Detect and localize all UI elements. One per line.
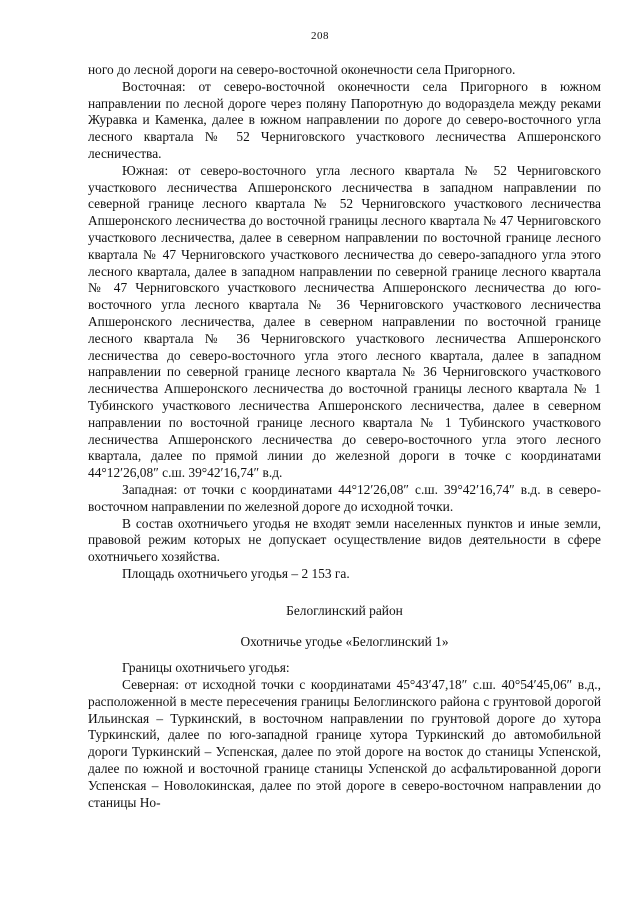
- hunting-ground-heading: Охотничье угодье «Белоглинский 1»: [240, 633, 449, 649]
- page-content: [88, 62, 601, 811]
- page-number: 208: [311, 30, 329, 42]
- paragraph-exclusions: В состав охотничьего угодья не входят земли населенных пунктов и иные земли, правовой режим которых не допускает осуществление видов деятельности в сфере охотничьего хозяйства.: [88, 515, 601, 565]
- paragraph-continuation: ного до лесной дороги на северо-восточной оконечности села Пригорного.: [88, 62, 516, 77]
- district-heading: Белоглинский район: [286, 602, 403, 618]
- paragraph-eastern-border: Восточная: от северо-восточной оконечности села Пригорного в южном направлении по лесной дороге через поляну Папоротную до водораздела между реками Журавка и Каменка, далее в южном направлении по дороге до северо-восточного угла лесного квартала № 52 Черниговского участкового лесничества Апшеронского лесничества.: [88, 78, 601, 161]
- paragraph-borders-intro: Границы охотничьего угодья:: [122, 660, 290, 676]
- paragraph-northern-border: Северная: от исходной точки с координатами 45°43′47,18″ с.ш. 40°54′45,06″ в.д., расположенной в месте пересечения границы Белоглинского района с грунтовой дорогой Ильинская – Туркинский, в восточном направлении по грунтовой дороге до хутора Туркинский, далее по юго-западной границе хутора Туркинский до автомобильной дороги Туркинский – Успенская, далее по этой дороге на восток до станицы Успенской, далее по южной и восточной границе станицы Успенской до асфальтированной дороги Успенская – Новолокинская, далее по этой дороге в северо-восточном направлении до станицы Но-: [88, 677, 601, 810]
- paragraph-southern-border: Южная: от северо-восточного угла лесного квартала № 52 Черниговского участкового лесничества Апшеронского лесничества в западном направлении по северной границе лесного квартала № 52 Черниговского участкового лесничества Апшеронского лесничества до восточной границы лесного квартала № 47 Черниговского участкового лесничества, далее в северном направлении по восточной границе лесного квартала № 47 Черниговского участкового лесничества до северо-западного угла этого лесного квартала, далее в западном направлении по северной границе лесного квартала № 47 Черниговского участкового лесничества Апшеронского лесничества до юго-восточного угла лесного квартала № 36 Черниговского участкового лесничества Апшеронского лесничества, далее в северном направлении по восточной границе лесного квартала № 36 Черниговского участкового лесничества Апшеронского лесничества до северо-восточного угла этого лесного квартала, далее в западном направлении по северной границе лесного квартала № 36 Черниговского участкового лесничества Апшеронского лесничества до восточной границы лесного квартала № 1 Тубинского участкового лесничества Апшеронского лесничества, далее в северном направлении по восточной границе лесного квартала № 1 Тубинского участкового лесничества Апшеронского лесничества до северо-восточного угла этого лесного квартала, далее по прямой линии до железной дороги в точке с координатами 44°12′26,08″ с.ш. 39°42′16,74″ в.д.: [88, 162, 601, 481]
- paragraph-western-border: Западная: от точки с координатами 44°12′26,08″ с.ш. 39°42′16,74″ в.д. в северо-восточном направлении по железной дороге до исходной точки.: [88, 481, 601, 514]
- paragraph-area: Площадь охотничьего угодья – 2 153 га.: [122, 565, 350, 581]
